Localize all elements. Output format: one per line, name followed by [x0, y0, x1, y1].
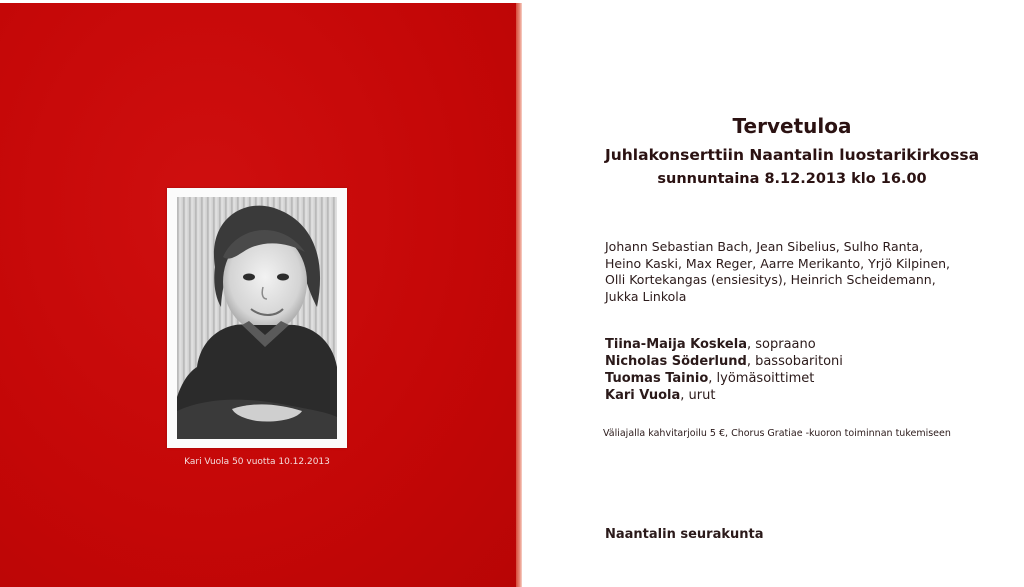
performer-role: , urut	[680, 388, 716, 403]
photo-caption: Kari Vuola 50 vuotta 10.12.2013	[184, 457, 330, 467]
composers-list	[605, 239, 985, 305]
organizer-name: Naantalin seurakunta	[605, 527, 764, 542]
performer-row	[605, 370, 985, 387]
performer-row	[605, 336, 985, 353]
performer-row	[605, 387, 985, 404]
composers-line: Jukka Linkola	[605, 288, 687, 304]
intermission-note: Väliajalla kahvitarjoilu 5 €, Chorus Gratiae -kuoron toiminnan tukemiseen	[603, 428, 951, 439]
program-page	[522, 0, 1024, 587]
composers-line: Johann Sebastian Bach, Jean Sibelius, Sulho Ranta,	[605, 239, 924, 254]
composers-line: Heino Kaski, Max Reger, Aarre Merikanto, Yrjö Kilpinen,	[605, 255, 951, 271]
performer-name: Kari Vuola	[605, 388, 681, 403]
portrait-photo-image	[177, 197, 337, 439]
performer-name: Nicholas Söderlund	[605, 354, 747, 369]
performer-name: Tuomas Tainio	[605, 371, 709, 386]
photo-frame	[167, 188, 347, 448]
portrait-photo	[177, 197, 337, 439]
performer-role: , bassobaritoni	[746, 354, 843, 369]
performer-name: Tiina-Maija Koskela	[605, 337, 747, 352]
concert-subtitle: Juhlakonserttiin Naantalin luostarikirkossa	[604, 146, 980, 164]
page-title: Tervetuloa	[732, 114, 852, 138]
concert-datetime: sunnuntaina 8.12.2013 klo 16.00	[657, 171, 927, 187]
composers-line: Olli Kortekangas (ensiesitys), Heinrich Scheidemann,	[605, 272, 936, 287]
performer-role: , lyömäsoittimet	[708, 371, 815, 386]
performer-role: , sopraano	[746, 337, 816, 352]
performer-row	[605, 353, 985, 370]
performers-list	[605, 336, 985, 404]
